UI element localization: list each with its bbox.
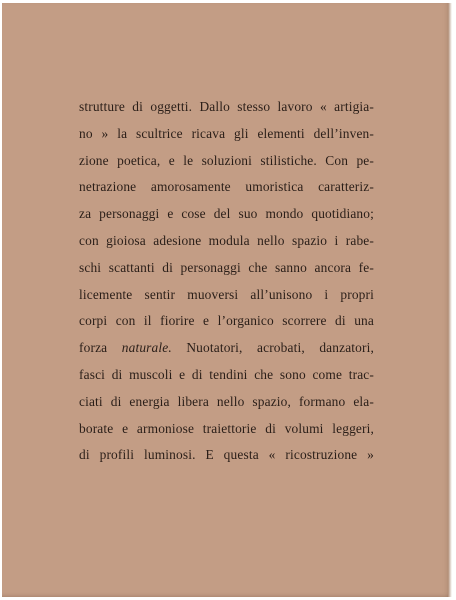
text-line-10-before: forza	[79, 340, 122, 356]
text-line-5: za personaggi e cose del suo mondo quotidiano;	[79, 206, 374, 222]
text-line-7: schi scattanti di personaggi che sanno ancora fe-	[79, 259, 374, 275]
text-line-10	[79, 335, 374, 362]
text-line-3: zione poetica, e le soluzioni stilistiche. Con pe-	[79, 152, 374, 168]
text-line-8: licemente sentir muoversi all’unisono i propri	[79, 286, 374, 302]
text-line-11: fasci di muscoli e di tendini che sono come trac-	[79, 366, 374, 382]
text-line-13: borate e armoniose traiettorie di volumi leggeri,	[79, 420, 374, 436]
text-line-14: di profili luminosi. E questa « ricostruzione »	[79, 447, 374, 463]
text-line-2: no » la scultrice ricava gli elementi dell’inven-	[79, 125, 374, 141]
body-text	[79, 94, 374, 469]
text-line-6: con gioiosa adesione modula nello spazio i rabe-	[79, 232, 374, 248]
text-line-4: netrazione amorosamente umoristica caratteriz-	[79, 179, 374, 195]
page-edge	[448, 3, 452, 597]
italic-word-naturale: naturale.	[121, 340, 172, 356]
text-line-10-after: Nuotatori, acrobati, danzatori,	[171, 340, 374, 356]
book-page	[2, 3, 451, 597]
text-line-1: strutture di oggetti. Dallo stesso lavoro « artigia-	[79, 99, 374, 114]
text-line-12: ciati di energia libera nello spazio, formano ela-	[79, 393, 374, 409]
text-line-9: corpi con il fiorire e l’organico scorrere di una	[79, 313, 374, 329]
